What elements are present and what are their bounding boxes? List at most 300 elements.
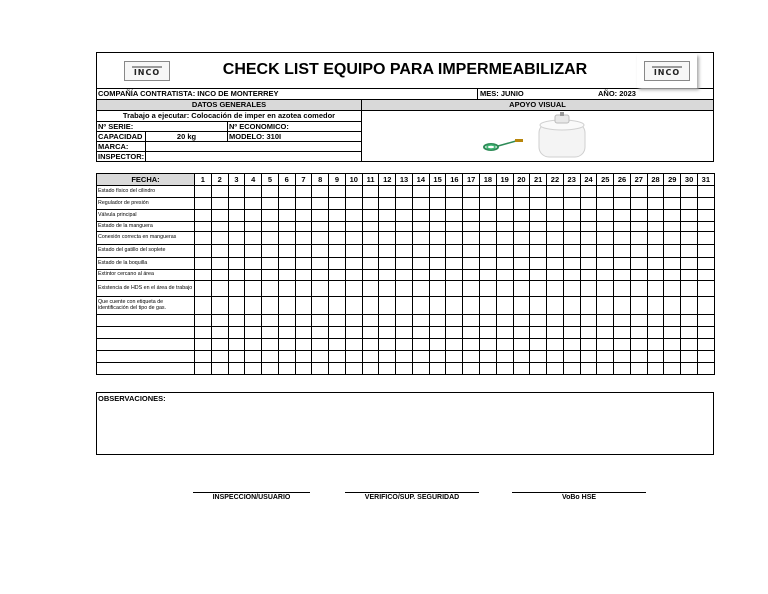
check-cell[interactable] (681, 297, 698, 315)
check-cell[interactable] (681, 363, 698, 375)
check-cell[interactable] (697, 339, 714, 351)
check-cell[interactable] (664, 327, 681, 339)
check-cell[interactable] (211, 270, 228, 281)
check-cell[interactable] (446, 222, 463, 232)
check-cell[interactable] (597, 198, 614, 210)
check-cell[interactable] (697, 258, 714, 270)
check-cell[interactable] (563, 281, 580, 297)
check-cell[interactable] (463, 186, 480, 198)
check-cell[interactable] (429, 245, 446, 258)
check-cell[interactable] (513, 258, 530, 270)
check-cell[interactable] (480, 363, 497, 375)
check-cell[interactable] (530, 270, 547, 281)
check-cell[interactable] (396, 351, 413, 363)
check-cell[interactable] (647, 245, 664, 258)
check-cell[interactable] (429, 351, 446, 363)
check-cell[interactable] (647, 363, 664, 375)
check-cell[interactable] (262, 363, 279, 375)
check-cell[interactable] (345, 363, 362, 375)
check-cell[interactable] (228, 270, 245, 281)
check-cell[interactable] (379, 198, 396, 210)
check-cell[interactable] (697, 297, 714, 315)
check-cell[interactable] (530, 315, 547, 327)
check-cell[interactable] (429, 327, 446, 339)
check-cell[interactable] (211, 351, 228, 363)
check-cell[interactable] (295, 281, 312, 297)
check-cell[interactable] (496, 186, 513, 198)
check-cell[interactable] (379, 327, 396, 339)
check-cell[interactable] (195, 315, 212, 327)
check-cell[interactable] (262, 327, 279, 339)
check-cell[interactable] (530, 186, 547, 198)
check-cell[interactable] (530, 222, 547, 232)
check-cell[interactable] (312, 232, 329, 245)
check-cell[interactable] (429, 339, 446, 351)
check-cell[interactable] (597, 258, 614, 270)
check-cell[interactable] (345, 339, 362, 351)
check-cell[interactable] (547, 327, 564, 339)
check-cell[interactable] (195, 363, 212, 375)
check-cell[interactable] (195, 198, 212, 210)
check-cell[interactable] (379, 363, 396, 375)
check-cell[interactable] (647, 339, 664, 351)
check-cell[interactable] (278, 297, 295, 315)
check-cell[interactable] (228, 281, 245, 297)
check-cell[interactable] (245, 351, 262, 363)
check-cell[interactable] (563, 339, 580, 351)
check-cell[interactable] (195, 258, 212, 270)
check-cell[interactable] (530, 363, 547, 375)
check-cell[interactable] (563, 315, 580, 327)
check-cell[interactable] (412, 270, 429, 281)
check-cell[interactable] (362, 363, 379, 375)
check-cell[interactable] (563, 232, 580, 245)
check-cell[interactable] (496, 315, 513, 327)
check-cell[interactable] (329, 232, 346, 245)
check-cell[interactable] (429, 363, 446, 375)
check-cell[interactable] (412, 281, 429, 297)
check-cell[interactable] (597, 339, 614, 351)
check-cell[interactable] (446, 281, 463, 297)
check-cell[interactable] (429, 222, 446, 232)
check-cell[interactable] (480, 327, 497, 339)
check-cell[interactable] (362, 281, 379, 297)
check-cell[interactable] (530, 339, 547, 351)
check-cell[interactable] (547, 232, 564, 245)
check-cell[interactable] (597, 232, 614, 245)
check-cell[interactable] (446, 198, 463, 210)
check-cell[interactable] (580, 327, 597, 339)
check-cell[interactable] (630, 186, 647, 198)
check-cell[interactable] (245, 363, 262, 375)
check-cell[interactable] (563, 186, 580, 198)
check-cell[interactable] (228, 210, 245, 222)
check-cell[interactable] (697, 270, 714, 281)
check-cell[interactable] (278, 245, 295, 258)
check-cell[interactable] (228, 245, 245, 258)
check-cell[interactable] (195, 297, 212, 315)
check-cell[interactable] (597, 210, 614, 222)
check-cell[interactable] (513, 315, 530, 327)
check-cell[interactable] (362, 327, 379, 339)
check-cell[interactable] (412, 327, 429, 339)
check-cell[interactable] (496, 270, 513, 281)
check-cell[interactable] (547, 270, 564, 281)
check-cell[interactable] (614, 351, 631, 363)
check-cell[interactable] (245, 327, 262, 339)
check-cell[interactable] (228, 198, 245, 210)
check-cell[interactable] (278, 210, 295, 222)
check-cell[interactable] (412, 245, 429, 258)
check-cell[interactable] (245, 222, 262, 232)
check-cell[interactable] (681, 270, 698, 281)
check-cell[interactable] (195, 281, 212, 297)
check-cell[interactable] (295, 258, 312, 270)
check-cell[interactable] (379, 258, 396, 270)
check-cell[interactable] (362, 315, 379, 327)
check-cell[interactable] (547, 281, 564, 297)
check-cell[interactable] (614, 210, 631, 222)
check-cell[interactable] (664, 186, 681, 198)
check-cell[interactable] (329, 222, 346, 232)
check-cell[interactable] (379, 222, 396, 232)
check-cell[interactable] (345, 186, 362, 198)
check-cell[interactable] (429, 186, 446, 198)
check-cell[interactable] (429, 198, 446, 210)
check-cell[interactable] (664, 281, 681, 297)
check-cell[interactable] (630, 258, 647, 270)
check-cell[interactable] (547, 363, 564, 375)
check-cell[interactable] (664, 245, 681, 258)
check-cell[interactable] (245, 186, 262, 198)
check-cell[interactable] (211, 297, 228, 315)
check-cell[interactable] (597, 297, 614, 315)
check-cell[interactable] (412, 222, 429, 232)
check-cell[interactable] (614, 339, 631, 351)
check-cell[interactable] (412, 363, 429, 375)
check-cell[interactable] (496, 258, 513, 270)
check-cell[interactable] (379, 339, 396, 351)
check-cell[interactable] (647, 258, 664, 270)
check-cell[interactable] (211, 315, 228, 327)
check-cell[interactable] (513, 351, 530, 363)
check-cell[interactable] (463, 351, 480, 363)
check-cell[interactable] (630, 245, 647, 258)
check-cell[interactable] (630, 363, 647, 375)
check-cell[interactable] (379, 210, 396, 222)
check-cell[interactable] (396, 186, 413, 198)
check-cell[interactable] (513, 281, 530, 297)
check-cell[interactable] (513, 327, 530, 339)
check-cell[interactable] (496, 339, 513, 351)
check-cell[interactable] (563, 270, 580, 281)
check-cell[interactable] (362, 258, 379, 270)
check-cell[interactable] (379, 186, 396, 198)
check-cell[interactable] (262, 339, 279, 351)
check-cell[interactable] (245, 315, 262, 327)
check-cell[interactable] (513, 363, 530, 375)
check-cell[interactable] (195, 186, 212, 198)
check-cell[interactable] (480, 351, 497, 363)
check-cell[interactable] (211, 281, 228, 297)
check-cell[interactable] (681, 232, 698, 245)
check-cell[interactable] (580, 351, 597, 363)
check-cell[interactable] (429, 258, 446, 270)
check-cell[interactable] (563, 245, 580, 258)
check-cell[interactable] (446, 339, 463, 351)
check-cell[interactable] (597, 222, 614, 232)
check-cell[interactable] (312, 186, 329, 198)
check-cell[interactable] (480, 222, 497, 232)
check-cell[interactable] (379, 315, 396, 327)
check-cell[interactable] (513, 186, 530, 198)
check-cell[interactable] (345, 315, 362, 327)
check-cell[interactable] (195, 351, 212, 363)
check-cell[interactable] (312, 222, 329, 232)
check-cell[interactable] (496, 232, 513, 245)
check-cell[interactable] (295, 327, 312, 339)
check-cell[interactable] (345, 198, 362, 210)
check-cell[interactable] (647, 315, 664, 327)
check-cell[interactable] (530, 281, 547, 297)
check-cell[interactable] (681, 222, 698, 232)
check-cell[interactable] (245, 210, 262, 222)
check-cell[interactable] (362, 210, 379, 222)
check-cell[interactable] (647, 198, 664, 210)
check-cell[interactable] (547, 351, 564, 363)
check-cell[interactable] (463, 339, 480, 351)
check-cell[interactable] (295, 186, 312, 198)
check-cell[interactable] (547, 258, 564, 270)
check-cell[interactable] (446, 232, 463, 245)
check-cell[interactable] (211, 327, 228, 339)
check-cell[interactable] (664, 270, 681, 281)
check-cell[interactable] (697, 327, 714, 339)
check-cell[interactable] (664, 232, 681, 245)
check-cell[interactable] (630, 198, 647, 210)
check-cell[interactable] (513, 198, 530, 210)
check-cell[interactable] (547, 222, 564, 232)
check-cell[interactable] (211, 339, 228, 351)
check-cell[interactable] (697, 245, 714, 258)
check-cell[interactable] (245, 198, 262, 210)
check-cell[interactable] (496, 327, 513, 339)
check-cell[interactable] (614, 327, 631, 339)
check-cell[interactable] (496, 222, 513, 232)
check-cell[interactable] (211, 198, 228, 210)
check-cell[interactable] (412, 339, 429, 351)
check-cell[interactable] (697, 315, 714, 327)
check-cell[interactable] (362, 297, 379, 315)
check-cell[interactable] (412, 315, 429, 327)
check-cell[interactable] (245, 297, 262, 315)
check-cell[interactable] (697, 198, 714, 210)
check-cell[interactable] (262, 270, 279, 281)
check-cell[interactable] (647, 232, 664, 245)
check-cell[interactable] (412, 232, 429, 245)
check-cell[interactable] (362, 232, 379, 245)
check-cell[interactable] (295, 198, 312, 210)
check-cell[interactable] (262, 232, 279, 245)
check-cell[interactable] (647, 327, 664, 339)
check-cell[interactable] (396, 198, 413, 210)
check-cell[interactable] (329, 297, 346, 315)
check-cell[interactable] (345, 327, 362, 339)
check-cell[interactable] (396, 339, 413, 351)
check-cell[interactable] (312, 198, 329, 210)
check-cell[interactable] (463, 258, 480, 270)
check-cell[interactable] (513, 210, 530, 222)
check-cell[interactable] (295, 222, 312, 232)
check-cell[interactable] (463, 270, 480, 281)
check-cell[interactable] (480, 297, 497, 315)
check-cell[interactable] (278, 351, 295, 363)
check-cell[interactable] (630, 327, 647, 339)
check-cell[interactable] (630, 222, 647, 232)
check-cell[interactable] (312, 245, 329, 258)
check-cell[interactable] (345, 222, 362, 232)
check-cell[interactable] (362, 339, 379, 351)
check-cell[interactable] (278, 258, 295, 270)
check-cell[interactable] (697, 363, 714, 375)
check-cell[interactable] (329, 258, 346, 270)
check-cell[interactable] (446, 270, 463, 281)
check-cell[interactable] (312, 315, 329, 327)
check-cell[interactable] (412, 297, 429, 315)
check-cell[interactable] (446, 351, 463, 363)
check-cell[interactable] (262, 297, 279, 315)
check-cell[interactable] (614, 270, 631, 281)
check-cell[interactable] (396, 210, 413, 222)
check-cell[interactable] (480, 339, 497, 351)
check-cell[interactable] (446, 297, 463, 315)
check-cell[interactable] (295, 245, 312, 258)
check-cell[interactable] (496, 363, 513, 375)
check-cell[interactable] (647, 297, 664, 315)
check-cell[interactable] (429, 270, 446, 281)
check-cell[interactable] (647, 186, 664, 198)
check-cell[interactable] (681, 210, 698, 222)
check-cell[interactable] (312, 258, 329, 270)
check-cell[interactable] (396, 222, 413, 232)
check-cell[interactable] (362, 198, 379, 210)
check-cell[interactable] (513, 270, 530, 281)
check-cell[interactable] (580, 339, 597, 351)
check-cell[interactable] (228, 232, 245, 245)
check-cell[interactable] (664, 297, 681, 315)
check-cell[interactable] (228, 315, 245, 327)
check-cell[interactable] (681, 327, 698, 339)
check-cell[interactable] (630, 339, 647, 351)
check-cell[interactable] (630, 270, 647, 281)
check-cell[interactable] (530, 210, 547, 222)
check-cell[interactable] (563, 363, 580, 375)
check-cell[interactable] (211, 258, 228, 270)
check-cell[interactable] (396, 245, 413, 258)
check-cell[interactable] (312, 351, 329, 363)
check-cell[interactable] (563, 258, 580, 270)
check-cell[interactable] (295, 351, 312, 363)
check-cell[interactable] (278, 327, 295, 339)
check-cell[interactable] (697, 186, 714, 198)
check-cell[interactable] (295, 210, 312, 222)
check-cell[interactable] (530, 297, 547, 315)
check-cell[interactable] (329, 327, 346, 339)
check-cell[interactable] (614, 198, 631, 210)
check-cell[interactable] (295, 270, 312, 281)
check-cell[interactable] (597, 351, 614, 363)
check-cell[interactable] (195, 339, 212, 351)
check-cell[interactable] (664, 315, 681, 327)
check-cell[interactable] (681, 245, 698, 258)
check-cell[interactable] (580, 245, 597, 258)
check-cell[interactable] (228, 339, 245, 351)
check-cell[interactable] (647, 351, 664, 363)
check-cell[interactable] (547, 297, 564, 315)
check-cell[interactable] (580, 315, 597, 327)
check-cell[interactable] (614, 258, 631, 270)
check-cell[interactable] (496, 198, 513, 210)
check-cell[interactable] (312, 363, 329, 375)
check-cell[interactable] (278, 281, 295, 297)
check-cell[interactable] (463, 222, 480, 232)
check-cell[interactable] (597, 315, 614, 327)
check-cell[interactable] (580, 270, 597, 281)
check-cell[interactable] (463, 232, 480, 245)
check-cell[interactable] (630, 210, 647, 222)
check-cell[interactable] (245, 232, 262, 245)
check-cell[interactable] (412, 351, 429, 363)
check-cell[interactable] (614, 315, 631, 327)
check-cell[interactable] (597, 186, 614, 198)
check-cell[interactable] (480, 245, 497, 258)
check-cell[interactable] (379, 297, 396, 315)
check-cell[interactable] (446, 258, 463, 270)
check-cell[interactable] (245, 270, 262, 281)
check-cell[interactable] (295, 232, 312, 245)
check-cell[interactable] (329, 245, 346, 258)
check-cell[interactable] (480, 281, 497, 297)
check-cell[interactable] (681, 315, 698, 327)
check-cell[interactable] (278, 186, 295, 198)
check-cell[interactable] (295, 339, 312, 351)
check-cell[interactable] (580, 186, 597, 198)
check-cell[interactable] (345, 258, 362, 270)
check-cell[interactable] (278, 222, 295, 232)
check-cell[interactable] (396, 327, 413, 339)
check-cell[interactable] (597, 327, 614, 339)
check-cell[interactable] (329, 210, 346, 222)
check-cell[interactable] (412, 258, 429, 270)
check-cell[interactable] (614, 232, 631, 245)
check-cell[interactable] (429, 210, 446, 222)
check-cell[interactable] (396, 297, 413, 315)
check-cell[interactable] (580, 232, 597, 245)
check-cell[interactable] (547, 210, 564, 222)
check-cell[interactable] (345, 297, 362, 315)
check-cell[interactable] (597, 270, 614, 281)
check-cell[interactable] (329, 315, 346, 327)
check-cell[interactable] (647, 281, 664, 297)
check-cell[interactable] (630, 351, 647, 363)
check-cell[interactable] (446, 327, 463, 339)
check-cell[interactable] (614, 222, 631, 232)
check-cell[interactable] (530, 351, 547, 363)
check-cell[interactable] (312, 339, 329, 351)
check-cell[interactable] (312, 297, 329, 315)
check-cell[interactable] (630, 281, 647, 297)
check-cell[interactable] (429, 281, 446, 297)
